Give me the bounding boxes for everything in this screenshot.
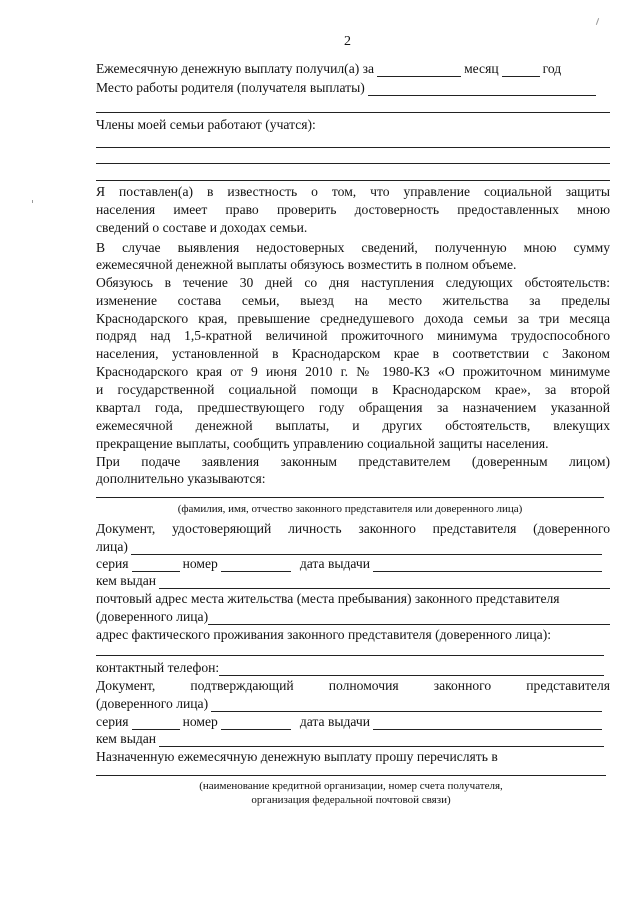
notice-line: сведений о составе и доходах семьи. — [96, 220, 308, 235]
actual-address-field[interactable] — [96, 655, 604, 656]
scan-mark — [596, 18, 599, 25]
obligation-line: и государственной социальной помощи в Краснодарском крае», за второй — [96, 382, 610, 397]
workplace-line — [96, 80, 610, 96]
obligation-line: населения, установленной в Краснодарском крае в соответствии с Законом — [96, 346, 610, 361]
obligation-line: квартал года, предшествующего году обращения за назначением указанной — [96, 400, 610, 415]
authority-doc-person-label: (доверенного лица) — [96, 696, 209, 711]
bank-caption-line-2: организация федеральной почтовой связи) — [251, 794, 451, 806]
obligation-line: Краснодарского края от 9 июня 2010 г. № 1980-КЗ «О прожиточном минимуме — [96, 364, 610, 379]
identity-issue-date-field[interactable] — [373, 559, 602, 572]
obligation-line: ежемесячной денежной выплаты, и других обстоятельств, влекущих — [96, 418, 610, 433]
identity-number-field[interactable] — [221, 559, 291, 572]
postal-address-person-label: (доверенного лица) — [96, 609, 209, 624]
workplace-field-continued[interactable] — [96, 112, 610, 113]
scan-mark-left — [32, 200, 33, 203]
notice-line: Я поставлен(а) в известность о том, что управление социальной защиты — [96, 184, 610, 199]
authority-issue-date-field[interactable] — [373, 717, 602, 730]
identity-doc-line-2 — [96, 539, 610, 555]
issued-by-label: кем выдан — [96, 573, 157, 588]
issued-by-label: кем выдан — [96, 731, 157, 746]
payment-received-line — [96, 61, 610, 77]
identity-doc-line: Документ, удостоверяющий личность законного представителя (доверенного — [96, 521, 610, 536]
payment-period-field[interactable] — [377, 64, 461, 77]
family-members-field-3[interactable] — [96, 180, 610, 181]
phone-label: контактный телефон: — [96, 660, 220, 675]
phone-line — [96, 660, 610, 676]
authority-doc-line-2 — [96, 696, 610, 712]
authority-issued-by-field[interactable] — [159, 734, 604, 747]
actual-address-label: адрес фактического проживания законного представителя (доверенного лица): — [96, 627, 551, 642]
obligation-line: прекращение выплаты, сообщить управлению социальной защиты населения. — [96, 436, 549, 451]
obligation-line: изменение состава семьи, выезд на место жительства за пределы — [96, 293, 610, 308]
authority-doc-field[interactable] — [211, 699, 602, 712]
page-number: 2 — [344, 34, 351, 49]
series-label: серия — [96, 556, 129, 571]
family-members-label: Члены моей семьи работают (учатся): — [96, 117, 316, 132]
issue-date-label: дата выдачи — [299, 714, 371, 729]
postal-address-field[interactable] — [208, 612, 610, 625]
month-field[interactable] — [502, 64, 540, 77]
representative-fio-field[interactable] — [96, 497, 604, 498]
refund-line: ежемесячной денежной выплаты обязуюсь возместить в полном объеме. — [96, 257, 517, 272]
bank-details-field[interactable] — [96, 775, 606, 776]
identity-doc-field[interactable] — [131, 542, 602, 555]
workplace-label: Место работы родителя (получателя выплаты) — [96, 80, 365, 95]
number-label: номер — [182, 714, 218, 729]
representative-line: При подаче заявления законным представителем (доверенным лицом) — [96, 454, 610, 469]
family-members-field-1[interactable] — [96, 147, 610, 148]
number-label: номер — [182, 556, 218, 571]
authority-doc-line: Документ, подтверждающий полномочия законного представителя — [96, 678, 610, 693]
obligation-line: подряд над 1,5-кратной величиной прожиточного минимума трудоспособного — [96, 328, 610, 343]
phone-field[interactable] — [219, 663, 604, 676]
authority-series-field[interactable] — [132, 717, 180, 730]
year-label: год — [542, 61, 562, 76]
month-label: месяц — [464, 61, 499, 76]
authority-doc-series-line — [96, 714, 610, 730]
identity-series-field[interactable] — [132, 559, 180, 572]
payment-received-label: Ежемесячную денежную выплату получил(а) за — [96, 61, 375, 76]
authority-issued-by-line — [96, 731, 610, 747]
transfer-label: Назначенную ежемесячную денежную выплату прошу перечислять в — [96, 749, 498, 764]
family-members-field-2[interactable] — [96, 163, 610, 164]
identity-issued-by-field[interactable] — [159, 576, 610, 589]
identity-issued-by-line — [96, 573, 610, 589]
obligation-line: Обязуюсь в течение 30 дней со дня наступления следующих обстоятельств: — [96, 275, 610, 290]
postal-address-line-2 — [96, 609, 610, 625]
fio-caption: (фамилия, имя, отчество законного представителя или доверенного лица) — [177, 503, 523, 515]
authority-number-field[interactable] — [221, 717, 291, 730]
series-label: серия — [96, 714, 129, 729]
bank-caption-line-1: (наименование кредитной организации, номер счета получателя, — [199, 780, 503, 792]
workplace-field[interactable] — [368, 83, 596, 96]
identity-doc-person-label: лица) — [96, 539, 128, 554]
representative-line: дополнительно указываются: — [96, 471, 266, 486]
obligation-line: Краснодарского края, превышение среднедушевого дохода семьи за три месяца — [96, 311, 610, 326]
issue-date-label: дата выдачи — [299, 556, 371, 571]
refund-line: В случае выявления недостоверных сведений, полученную мною сумму — [96, 240, 610, 255]
postal-address-label: почтовый адрес места жительства (места пребывания) законного представителя — [96, 591, 560, 606]
notice-line: населения имеет право проверить достоверность предоставленных мною — [96, 202, 610, 217]
identity-doc-series-line — [96, 556, 610, 572]
